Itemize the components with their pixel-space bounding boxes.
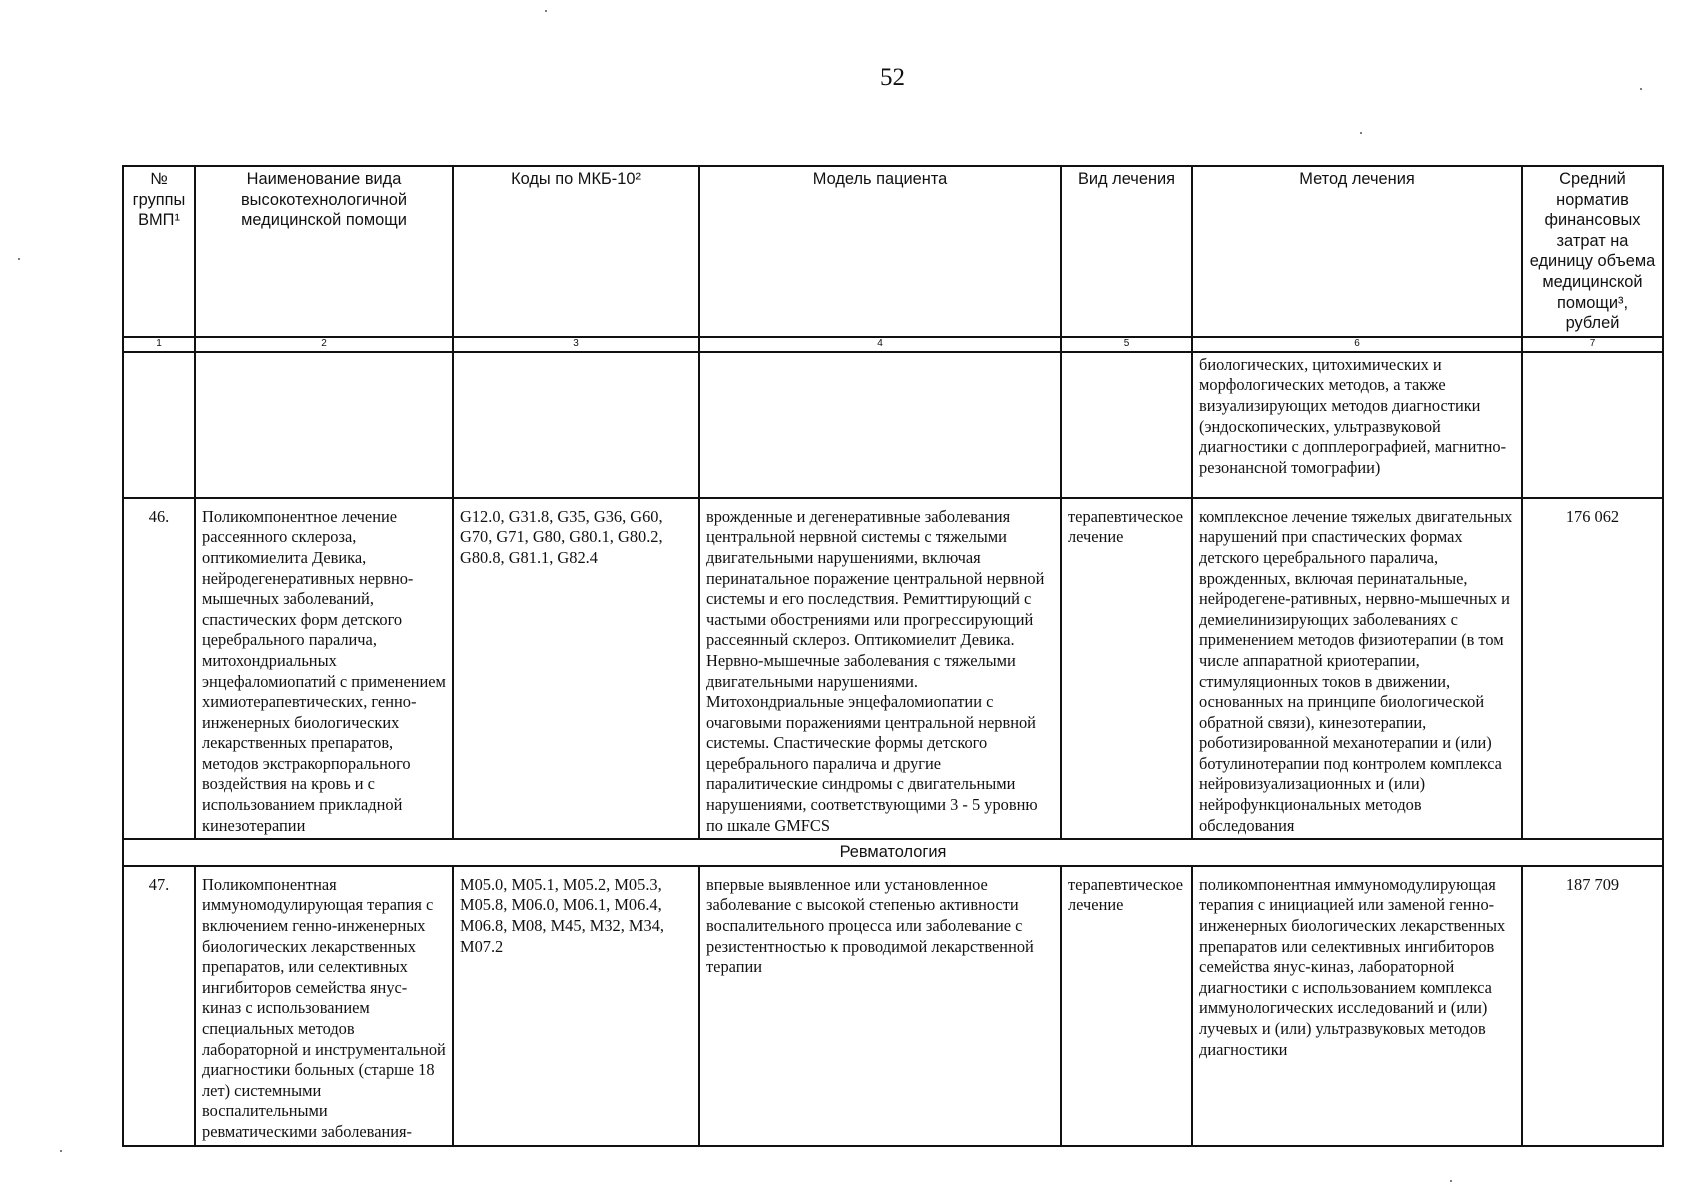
table-row bbox=[123, 498, 1663, 840]
table-row-continuation bbox=[123, 352, 1663, 498]
group-number-cell: 46. bbox=[123, 498, 195, 840]
header-care-type: Наименование вида высокотехнологичной медицинской помощи bbox=[195, 166, 453, 337]
patient-model-cell: впервые выявленное или установленное заболевание с высокой степенью активности воспалительного процесса или заболевание с резистентностью к проводимой лекарственной терапии bbox=[699, 866, 1061, 1146]
table-row bbox=[123, 866, 1663, 1146]
scan-speck bbox=[1640, 88, 1642, 90]
column-number: 6 bbox=[1192, 337, 1522, 352]
header-treatment-type: Вид лечения bbox=[1061, 166, 1192, 337]
group-number-cell: 47. bbox=[123, 866, 195, 1146]
column-number: 7 bbox=[1522, 337, 1663, 352]
empty-cell bbox=[1522, 352, 1663, 498]
empty-cell bbox=[195, 352, 453, 498]
patient-model-cell: врожденные и дегенеративные заболевания центральной нервной системы с тяжелыми двигательными нарушениями, включая перинатальное поражение центральной нервной системы и его последствия. Ремиттирующий с частыми обострениями или прогрессирующий рассеянный склероз. Оптикомиелит Девика. Нервно-мышечные заболевания с тяжелыми двигательными нарушениями. Митохондриальные энцефаломиопатии с очаговыми поражениями центральной нервной системы. Спастические формы детского церебрального паралича и другие паралитические синдромы с двигательными нарушениями, соответствующими 3 - 5 уровню по шкале GMFCS bbox=[699, 498, 1061, 840]
empty-cell bbox=[699, 352, 1061, 498]
scan-speck bbox=[18, 258, 20, 260]
method-cell: поликомпонентная иммуномодулирующая терапия с инициацией или заменой генно-инженерных биологических лекарственных препаратов или селективных ингибиторов семейства янус-киназ, лабораторной диагностики с использованием комплекса иммунологических исследований и (или) лучевых и (или) ультразвуковых методов диагностики bbox=[1192, 866, 1522, 1146]
empty-cell bbox=[1061, 352, 1192, 498]
header-treatment-method: Метод лечения bbox=[1192, 166, 1522, 337]
column-number: 5 bbox=[1061, 337, 1192, 352]
treatment-type-cell: терапевтическое лечение bbox=[1061, 498, 1192, 840]
icd-codes-cell: M05.0, M05.1, M05.2, M05.3, M05.8, M06.0, M06.1, M06.4, M06.8, M08, M45, M32, M34, M07.2 bbox=[453, 866, 699, 1146]
scan-speck bbox=[1360, 132, 1362, 134]
page-number: 52 bbox=[880, 64, 905, 91]
scan-speck bbox=[60, 1150, 62, 1152]
column-number: 3 bbox=[453, 337, 699, 352]
care-type-cell: Поликомпонентное лечение рассеянного склероза, оптикомиелита Девика, нейродегенеративных нервно-мышечных заболеваний, спастических форм детского церебрального паралича, митохондриальных энцефаломиопатий с применением химиотерапевтических, генно-инженерных биологических лекарственных препаратов, методов экстракорпорального воздействия на кровь и с использованием прикладной кинезотерапии bbox=[195, 498, 453, 840]
empty-cell bbox=[123, 352, 195, 498]
scan-speck bbox=[1450, 1180, 1452, 1182]
column-number: 4 bbox=[699, 337, 1061, 352]
header-patient-model: Модель пациента bbox=[699, 166, 1061, 337]
method-cell: комплексное лечение тяжелых двигательных нарушений при спастических формах детского церебрального паралича, врожденных, включая перинатальные, нейродегене-ративных, нервно-мышечных и демиелинизирующих заболеваниях с применением методов физиотерапии (в том числе аппаратной криотерапии, стимуляционных токов в движении, основанных на принципе биологической обратной связи), кинезотерапии, роботизированной механотерапии и (или) ботулинотерапии под контролем комплекса нейровизуализационных и (или) нейрофункциональных методов обследования bbox=[1192, 498, 1522, 840]
column-number: 2 bbox=[195, 337, 453, 352]
header-group-number: № группы ВМП¹ bbox=[123, 166, 195, 337]
section-row bbox=[123, 839, 1663, 866]
section-title: Ревматология bbox=[123, 839, 1663, 866]
care-type-cell: Поликомпонентная иммуномодулирующая терапия с включением генно-инженерных биологических лекарственных препаратов, или селективных ингибиторов семейства янус-киназ с использованием специальных методов лабораторной и инструментальной диагностики больных (старше 18 лет) системными воспалительными ревматическими заболевания- bbox=[195, 866, 453, 1146]
method-cell: биологических, цитохимических и морфологических методов, а также визуализирующих методов диагностики (эндоскопических, ультразвуковой диагностики с допплерографией, магнитно-резонансной томографии) bbox=[1192, 352, 1522, 498]
header-icd-codes: Коды по МКБ-10² bbox=[453, 166, 699, 337]
cost-cell: 187 709 bbox=[1522, 866, 1663, 1146]
scan-speck bbox=[545, 10, 547, 12]
column-number: 1 bbox=[123, 337, 195, 352]
treatment-type-cell: терапевтическое лечение bbox=[1061, 866, 1192, 1146]
header-average-cost: Средний норматив финансовых затрат на единицу объема медицинской помощи³, рублей bbox=[1522, 166, 1663, 337]
cost-cell: 176 062 bbox=[1522, 498, 1663, 840]
empty-cell bbox=[453, 352, 699, 498]
icd-codes-cell: G12.0, G31.8, G35, G36, G60, G70, G71, G80, G80.1, G80.2, G80.8, G81.1, G82.4 bbox=[453, 498, 699, 840]
vmp-table bbox=[122, 165, 1664, 1147]
